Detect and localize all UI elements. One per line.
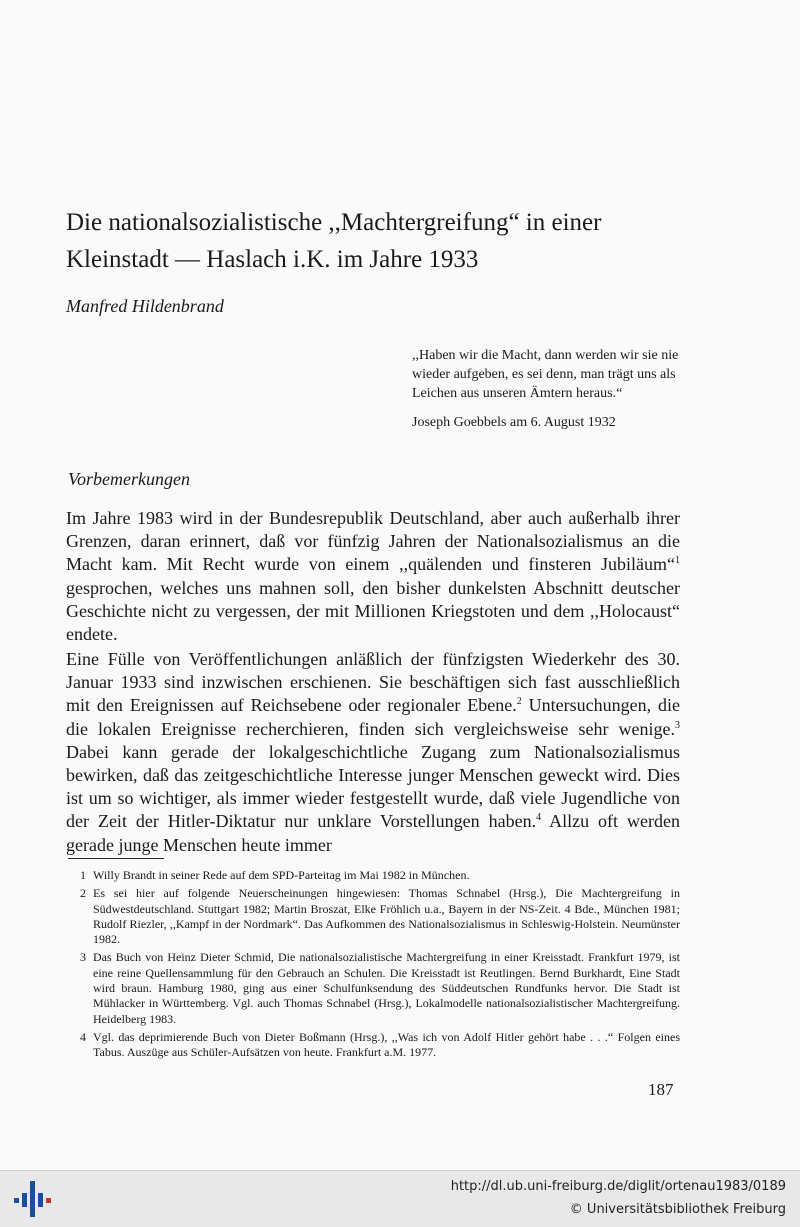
epigraph-source: Joseph Goebbels am 6. August 1932	[412, 415, 616, 430]
footnote-text: Willy Brandt in seiner Rede auf dem SPD-Parteitag im Mai 1982 in München.	[93, 868, 470, 882]
footnote-divider	[68, 858, 164, 859]
epigraph	[412, 346, 702, 432]
paragraph-text: Im Jahre 1983 wird in der Bundesrepublik Deutschland, aber auch außerhalb ihrer Grenzen, daran erinnert, daß vor fünfzig Jahren der Nationalsozialismus an die Macht kam. Mit Recht wurde von einem ,,quälenden und finsteren Jubiläum“	[66, 508, 680, 575]
section-heading: Vorbemerkungen	[68, 469, 190, 489]
footnote-text: Vgl. das deprimierende Buch von Dieter Boßmann (Hrsg.), ,,Was ich von Adolf Hitler gehört habe . . .“ Folgen eines Tabus. Auszüge aus Schüler-Aufsätzen von heute. Frankfurt a.M. 1977.	[93, 1029, 680, 1060]
body-paragraph	[66, 507, 680, 646]
university-library-logo-icon[interactable]	[10, 1179, 54, 1219]
footnote	[80, 886, 680, 947]
footnote	[80, 1030, 680, 1061]
footnote	[80, 868, 680, 883]
paragraph-text: Eine Fülle von Veröffentlichungen anläßlich der fünfzigsten Wiederkehr des 30. Januar 1933 sind inzwischen erschienen. Sie beschäftigen sich fast ausschließlich mit den Ereignissen auf Reichsebene oder regionaler Ebene.	[66, 649, 680, 716]
copyright-text: © Universitätsbibliothek Freiburg	[569, 1202, 786, 1217]
footnote-number: 3	[80, 950, 86, 965]
footnote-number: 4	[80, 1029, 86, 1044]
paragraph-text: gesprochen, welches uns mahnen soll, den bisher dunkelsten Abschnitt deutscher Geschichte nicht zu vergessen, der mit Millionen Kriegstoten und dem ,,Holocaust“ endete.	[66, 577, 680, 645]
footnote-ref[interactable]: 2	[516, 696, 522, 708]
paragraph-text: Allzu oft werden gerade junge Menschen heute immer	[66, 811, 680, 855]
footnote-text: Es sei hier auf folgende Neuerscheinungen hingewiesen: Thomas Schnabel (Hrsg.), Die Machtergreifung in Südwestdeutschland. Stuttgart 1982; Martin Broszat, Elke Fröhlich u.a., Bayern in der NS-Zeit. 4 Bde., München 1981; Rudolf Riezler, ,,Kampf in der Nordmark“. Das Aufkommen des Nationalsozialismus in Schleswig-Holstein. Neumünster 1982.	[93, 886, 680, 947]
footnote	[80, 950, 680, 1026]
footnote-ref[interactable]: 1	[675, 555, 680, 567]
paragraph-text: Untersuchungen, die die lokalen Ereignisse recherchieren, finden sich vergleichsweise sehr wenige.	[66, 695, 680, 739]
epigraph-quote: ,,Haben wir die Macht, dann werden wir sie nie wieder aufgeben, es sei denn, man trägt uns als Leichen aus unseren Ämtern heraus.“	[412, 348, 679, 401]
footnote-text: Das Buch von Heinz Dieter Schmid, Die nationalsozialistische Machtergreifung in einer Kreisstadt. Frankfurt 1979, ist eine reine Quellensammlung für den Gebrauch an Schulen. Die Kreisstadt ist Reutlingen. Bernd Burkhardt, Eine Stadt wird braun. Hamburg 1980, ging aus einer Schulfunksendung des Süddeutschen Rundfunks hervor. Die Stadt ist Mühlacker in Württemberg. Vgl. auch Thomas Schnabel (Hrsg.), Lokalmodelle nationalsozialistischer Machtergreifung. Heidelberg 1983.	[93, 950, 680, 1026]
footnotes	[80, 868, 680, 1064]
article-title: Die nationalsozialistische ,,Machtergreifung“ in einer Kleinstadt — Haslach i.K. im Jahre 1933	[66, 209, 602, 273]
footnote-ref[interactable]: 3	[675, 719, 680, 731]
page-number: 187	[648, 1080, 674, 1099]
footnote-ref[interactable]: 4	[536, 812, 542, 824]
article-author: Manfred Hildenbrand	[66, 296, 224, 316]
footnote-number: 2	[80, 886, 86, 901]
source-url-link[interactable]: http://dl.ub.uni-freiburg.de/diglit/ortenau1983/0189	[450, 1179, 786, 1194]
paragraph-text: Dabei kann gerade der lokalgeschichtliche Zugang zum Nationalsozialismus bewirken, daß das zeitgeschichtliche Interesse junger Menschen geweckt wird. Dies ist um so wichtiger, als immer wieder festgestellt wurde, daß viele Jugendliche von der Zeit der Hitler-Diktatur nur unklare Vorstellungen haben.	[66, 741, 680, 832]
footnote-number: 1	[80, 868, 86, 882]
footer-bar	[0, 1170, 800, 1227]
body-paragraph	[66, 648, 680, 857]
